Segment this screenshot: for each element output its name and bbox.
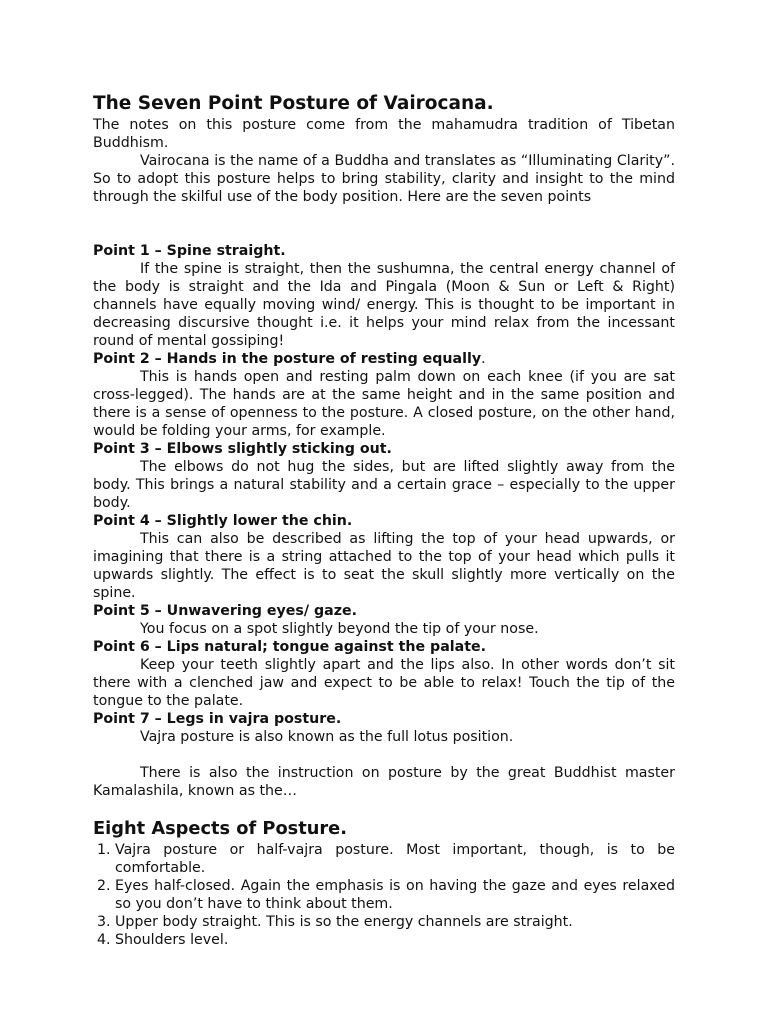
document-page bbox=[93, 92, 675, 949]
aspect-list-item-2: 2. Eyes half-closed. Again the emphasis is on having the gaze and eyes relaxed so you don’t have to think about them. bbox=[115, 877, 675, 913]
point-heading-4 bbox=[93, 512, 675, 530]
closing-paragraph: There is also the instruction on posture by the great Buddhist master Kamalashila, known as the… bbox=[93, 765, 675, 799]
point-heading-3 bbox=[93, 440, 675, 458]
point-body-1: If the spine is straight, then the sushumna, the central energy channel of the body is straight and the Ida and Pingala (Moon & Sun or Left & Right) channels have equally moving wind/ energy. This is thought to be important in decreasing discursive thought i.e. it helps your mind relax from the incessant round of mental gossiping! bbox=[93, 261, 675, 349]
point-body-3: The elbows do not hug the sides, but are lifted slightly away from the body. This brings a natural stability and a certain grace – especially to the upper body. bbox=[93, 459, 675, 511]
aspect-list-item-4: 4. Shoulders level. bbox=[115, 931, 675, 949]
point-heading-text-1: Point 1 – Spine straight. bbox=[93, 243, 286, 259]
point-heading-2 bbox=[93, 350, 675, 368]
eight-aspects-list bbox=[93, 841, 675, 949]
seven-points-list bbox=[93, 242, 675, 746]
point-heading-text-2: Point 2 – Hands in the posture of resting equally bbox=[93, 351, 482, 367]
document-title: The Seven Point Posture of Vairocana. bbox=[93, 93, 494, 114]
point-body-4: This can also be described as lifting the top of your head upwards, or imagining that there is a string attached to the top of your head which pulls it upwards slightly. The effect is to seat the skull slightly more vertically on the spine. bbox=[93, 531, 675, 601]
intro-paragraph-2: Vairocana is the name of a Buddha and translates as “Illuminating Clarity”. So to adopt this posture helps to bring stability, clarity and insight to the mind through the skilful use of the body position. Here are the seven points bbox=[93, 153, 675, 205]
point-heading-text-5: Point 5 – Unwavering eyes/ gaze. bbox=[93, 603, 357, 619]
section-title: Eight Aspects of Posture. bbox=[93, 818, 347, 839]
point-heading-period-2: . bbox=[481, 351, 486, 367]
point-heading-1 bbox=[93, 242, 675, 260]
section-spacer bbox=[93, 206, 675, 242]
intro-paragraph-1: The notes on this posture come from the mahamudra tradition of Tibetan Buddhism. bbox=[93, 117, 675, 151]
point-body-2: This is hands open and resting palm down on each knee (if you are sat cross-legged). The hands are at the same height and in the same position and there is a sense of openness to the posture. A closed posture, on the other hand, would be folding your arms, for example. bbox=[93, 369, 675, 439]
point-heading-7 bbox=[93, 710, 675, 728]
aspect-list-item-3: 3. Upper body straight. This is so the energy channels are straight. bbox=[115, 913, 675, 931]
point-heading-text-3: Point 3 – Elbows slightly sticking out. bbox=[93, 441, 392, 457]
aspect-list-item-1: 1. Vajra posture or half-vajra posture. Most important, though, is to be comfortable. bbox=[115, 841, 675, 877]
point-body-6: Keep your teeth slightly apart and the lips also. In other words don’t sit there with a clenched jaw and expect to be able to relax! Touch the tip of the tongue to the palate. bbox=[93, 657, 675, 709]
point-heading-text-6: Point 6 – Lips natural; tongue against the palate. bbox=[93, 639, 487, 655]
paragraph-spacer bbox=[93, 746, 675, 764]
point-heading-text-7: Point 7 – Legs in vajra posture. bbox=[93, 711, 342, 727]
point-heading-6 bbox=[93, 638, 675, 656]
point-body-7: Vajra posture is also known as the full lotus position. bbox=[140, 729, 514, 745]
point-body-5: You focus on a spot slightly beyond the tip of your nose. bbox=[140, 621, 539, 637]
point-heading-text-4: Point 4 – Slightly lower the chin. bbox=[93, 513, 353, 529]
point-heading-5 bbox=[93, 602, 675, 620]
